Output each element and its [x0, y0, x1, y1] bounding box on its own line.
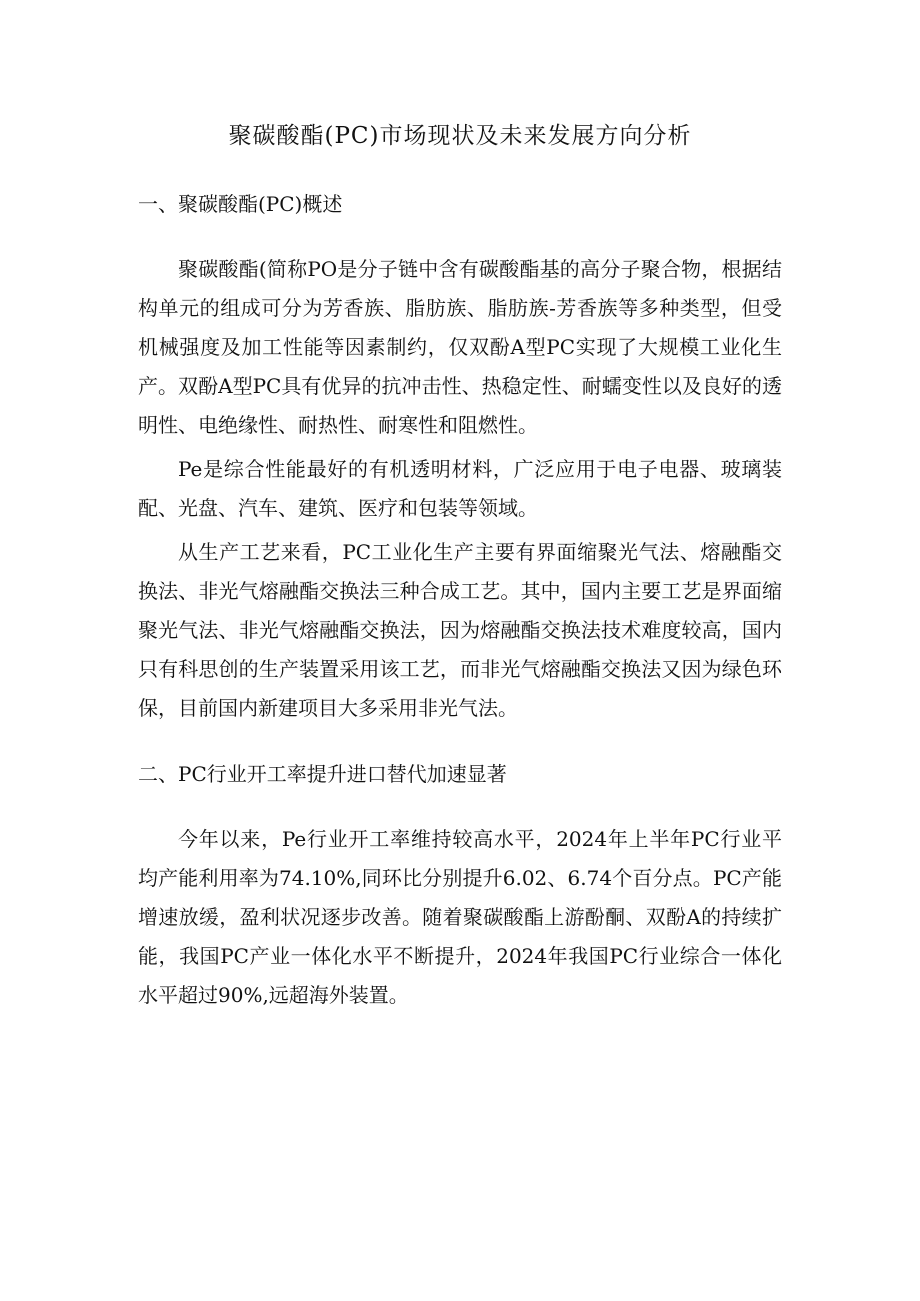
section-operating-rate [138, 758, 782, 1015]
section-heading-overview: 一、聚碳酸酯(PC)概述 [138, 192, 343, 216]
section-overview [138, 188, 782, 728]
document-title: 聚碳酸酯(PC)市场现状及未来发展方向分析 [228, 123, 692, 149]
paragraph-operating-rate: 今年以来，Pe行业开工率维持较高水平，2024年上半年PC行业平均产能利用率为74.10%,同环比分别提升6.02、6.74个百分点。PC产能增速放缓，盈利状况逐步改善。随着聚碳酸酯上游酚酮、双酚A的持续扩能，我国PC产业一体化水平不断提升，2024年我国PC行业综合一体化水平超过90%,远超海外装置。 [138, 827, 782, 1007]
paragraph-definition: 聚碳酸酯(简称PO是分子链中含有碳酸酯基的高分子聚合物，根据结构单元的组成可分为芳香族、脂肪族、脂肪族-芳香族等多种类型，但受机械强度及加工性能等因素制约，仅双酚A型PC实现了大规模工业化生产。双酚A型PC具有优异的抗冲击性、热稳定性、耐蠕变性以及良好的透明性、电绝缘性、耐热性、耐寒性和阻燃性。 [138, 257, 782, 437]
paragraph-applications: Pe是综合性能最好的有机透明材料，广泛应用于电子电器、玻璃装配、光盘、汽车、建筑、医疗和包装等领域。 [138, 457, 782, 520]
section-heading-operating-rate: 二、PC行业开工率提升进口替代加速显著 [138, 762, 507, 786]
paragraph-processes: 从生产工艺来看，PC工业化生产主要有界面缩聚光气法、熔融酯交换法、非光气熔融酯交换法三种合成工艺。其中，国内主要工艺是界面缩聚光气法、非光气熔融酯交换法，因为熔融酯交换法技术难度较高，国内只有科思创的生产装置采用该工艺，而非光气熔融酯交换法又因为绿色环保，目前国内新建项目大多采用非光气法。 [138, 540, 782, 720]
